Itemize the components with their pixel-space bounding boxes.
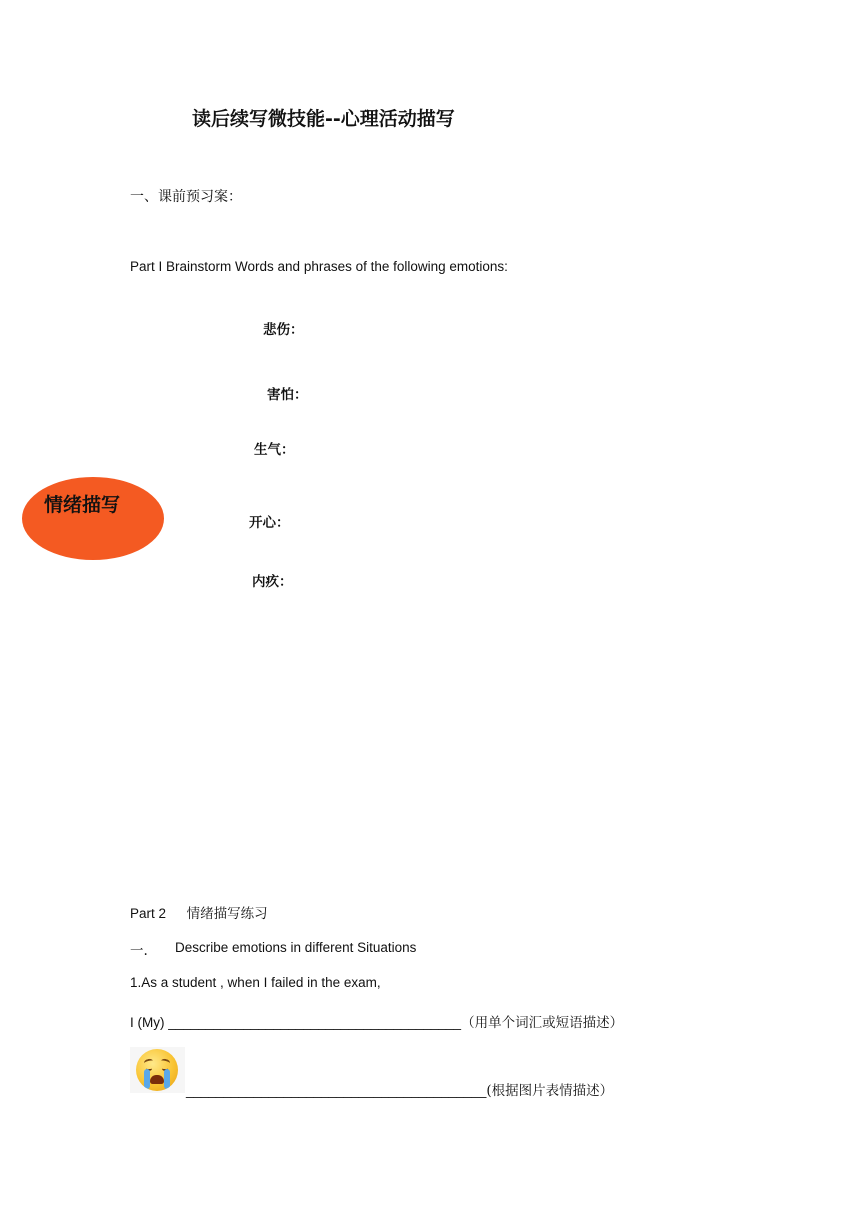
emotion-afraid-label: 害怕： [267,387,308,403]
answer-blank-2[interactable]: ________________________________________ [186,1083,487,1098]
answer-line-1-prefix: I (My) [130,1015,169,1030]
part2-label: Part 2 [130,906,167,921]
item-1-prompt: 1.As a student , when I failed in the exam, [130,975,381,990]
emotion-happy-label: 开心： [249,515,290,531]
emotion-guilty-label: 内疚： [252,574,293,590]
answer-line-2 [186,1079,613,1099]
exercise-text: Describe emotions in different Situations [175,940,417,955]
answer-blank-1[interactable]: _______________________________________ [168,1015,462,1030]
answer-line-1 [130,1011,623,1031]
emotion-sad-label: 悲伤： [263,322,304,338]
emotion-angry-label: 生气： [254,442,295,458]
part2-title: 情绪描写练习 [186,906,268,922]
part2-heading [130,902,268,922]
section-heading-preview: 一、课前预习案： [130,189,242,205]
exercise-number: 一. [130,943,148,959]
answer-line-2-note: (根据图片表情描述） [486,1083,614,1099]
crying-face-icon [130,1047,185,1093]
part1-heading: Part I Brainstorm Words and phrases of the following emotions: [130,259,508,274]
page-title: 读后续写微技能--心理活动描写 [192,108,455,130]
exercise-heading [130,939,417,959]
answer-line-1-note: （用单个词汇或短语描述） [461,1015,624,1031]
emotion-oval-label: 情绪描写 [44,494,121,516]
